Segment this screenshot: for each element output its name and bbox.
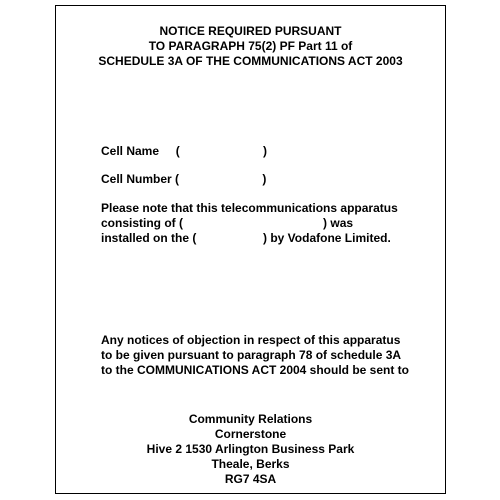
notice-line-2: consisting of ( ) was	[101, 216, 354, 230]
objection-line-1: Any notices of objection in respect of this apparatus	[101, 333, 401, 347]
notice-line-1: Please note that this telecommunications apparatus	[101, 201, 398, 215]
address-line-4: Theale, Berks	[211, 457, 290, 471]
heading-line-3: SCHEDULE 3A OF THE COMMUNICATIONS ACT 2003	[98, 54, 403, 68]
address-line-2: Cornerstone	[214, 427, 287, 441]
notice-line-3: installed on the ( ) by Vodafone Limited.	[101, 231, 391, 245]
cell-name-field: Cell Name ( )	[101, 144, 268, 158]
notice-sheet	[55, 5, 446, 494]
objection-line-3: to the COMMUNICATIONS ACT 2004 should be sent to	[101, 363, 410, 377]
address-line-1: Community Relations	[188, 412, 313, 426]
address-line-3: Hive 2 1530 Arlington Business Park	[146, 442, 355, 456]
objection-line-2: to be given pursuant to paragraph 78 of schedule 3A	[101, 348, 402, 362]
heading-line-2: TO PARAGRAPH 75(2) PF Part 11 of	[148, 39, 353, 53]
cell-number-field: Cell Number ( )	[101, 172, 267, 186]
heading-line-1: NOTICE REQUIRED PURSUANT	[159, 24, 342, 38]
address-line-5: RG7 4SA	[224, 472, 277, 486]
